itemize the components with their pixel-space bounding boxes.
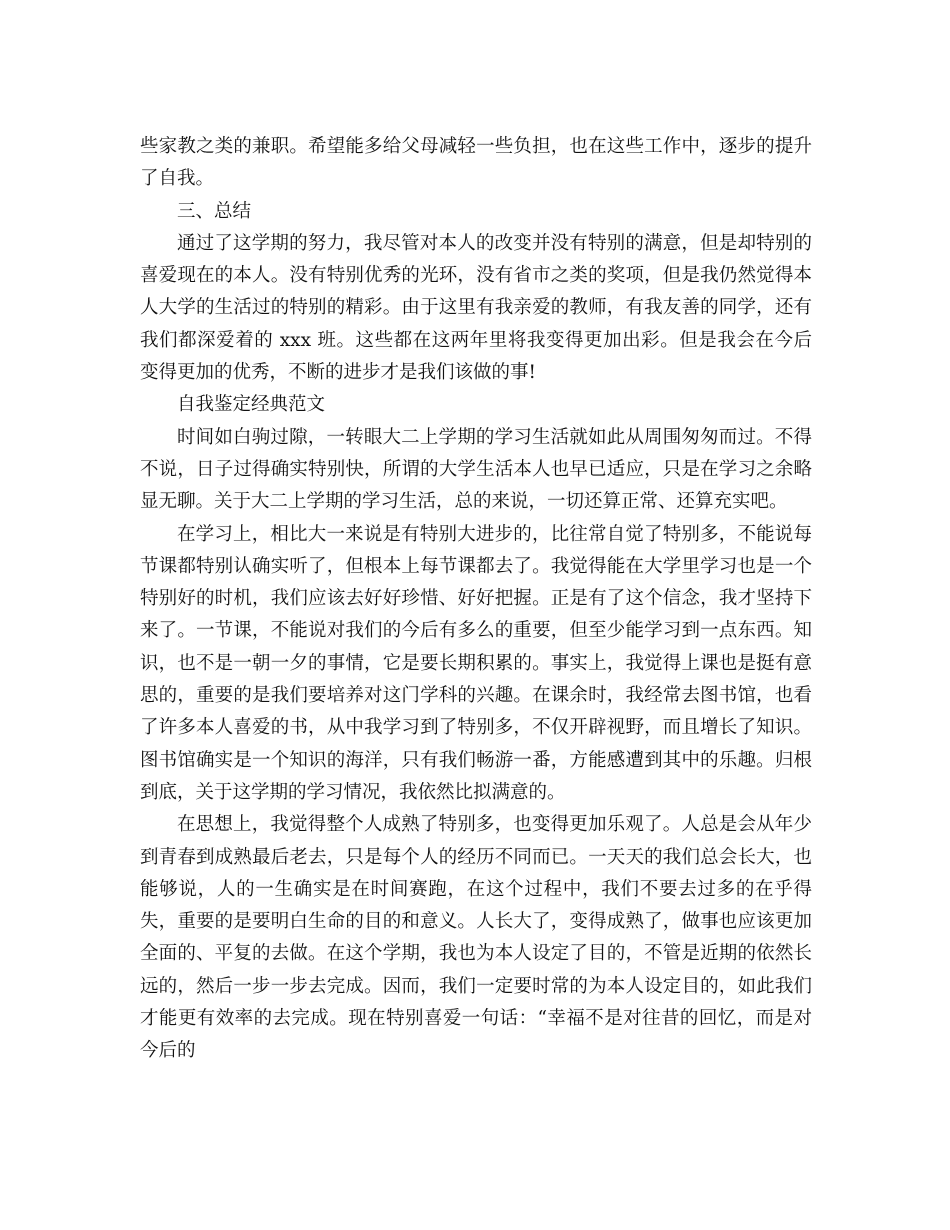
paragraph-study: 在学习上，相比大一来说是有特别大进步的，比往常自觉了特别多，不能说每节课都特别认确实听了，但根本上每节课都去了。我觉得能在大学里学习也是一个特别好的时机，我们应该去好好珍惜、好好把握。正是有了这个信念，我才坚持下来了。一节课，不能说对我们的今后有多么的重要，但至少能学习到一点东西。知识，也不是一朝一夕的事情，它是要长期积累的。事实上，我觉得上课也是挺有意思的，重要的是我们要培养对这门学科的兴趣。在课余时，我经常去图书馆，也看了许多本人喜爱的书，从中我学习到了特别多，不仅开辟视野，而且增长了知识。图书馆确实是一个知识的海洋，只有我们畅游一番，方能感遭到其中的乐趣。归根到底，关于这学期的学习情况，我依然比拟满意的。: [140, 523, 812, 803]
paragraph-summary: 通过了这学期的努力，我尽管对本人的改变并没有特别的满意，但是却特别的喜爱现在的本人。没有特别优秀的光环，没有省市之类的奖项，但是我仍然觉得本人大学的生活过的特别的精彩。由于这里有我亲爱的教师，有我友善的同学，还有我们都深爱着的 xxx 班。这些都在这两年里将我变得更加出彩。但是我会在今后变得更加的优秀，不断的进步才是我们该做的事!: [140, 232, 812, 384]
document-body: [140, 131, 812, 1068]
paragraph-continuation: 些家教之类的兼职。希望能多给父母减轻一些负担，也在这些工作中，逐步的提升了自我。: [140, 136, 812, 190]
paragraph-thought: 在思想上，我觉得整个人成熟了特别多，也变得更加乐观了。人总是会从年少到青春到成熟最后老去，只是每个人的经历不同而已。一天天的我们总会长大，也能够说，人的一生确实是在时间赛跑，在这个过程中，我们不要去过多的在乎得失，重要的是要明白生命的目的和意义。人长大了，变得成熟了，做事也应该更加全面的、平复的去做。在这个学期，我也为本人设定了目的，不管是近期的依然长远的，然后一步一步去完成。因而，我们一定要时常的为本人设定目的，如此我们才能更有效率的去完成。现在特别喜爱一句话：“幸福不是对往昔的回忆，而是对今后的: [140, 814, 812, 1062]
section-heading-summary: 三、总结: [177, 200, 252, 222]
paragraph-intro: 时间如白驹过隙，一转眼大二上学期的学习生活就如此从周围匆匆而过。不得不说，日子过得确实特别快，所谓的大学生活本人也早已适应，只是在学习之余略显无聊。关于大二上学期的学习生活，总的来说，一切还算正常、还算充实吧。: [140, 426, 812, 513]
section-heading-example: 自我鉴定经典范文: [177, 394, 326, 416]
